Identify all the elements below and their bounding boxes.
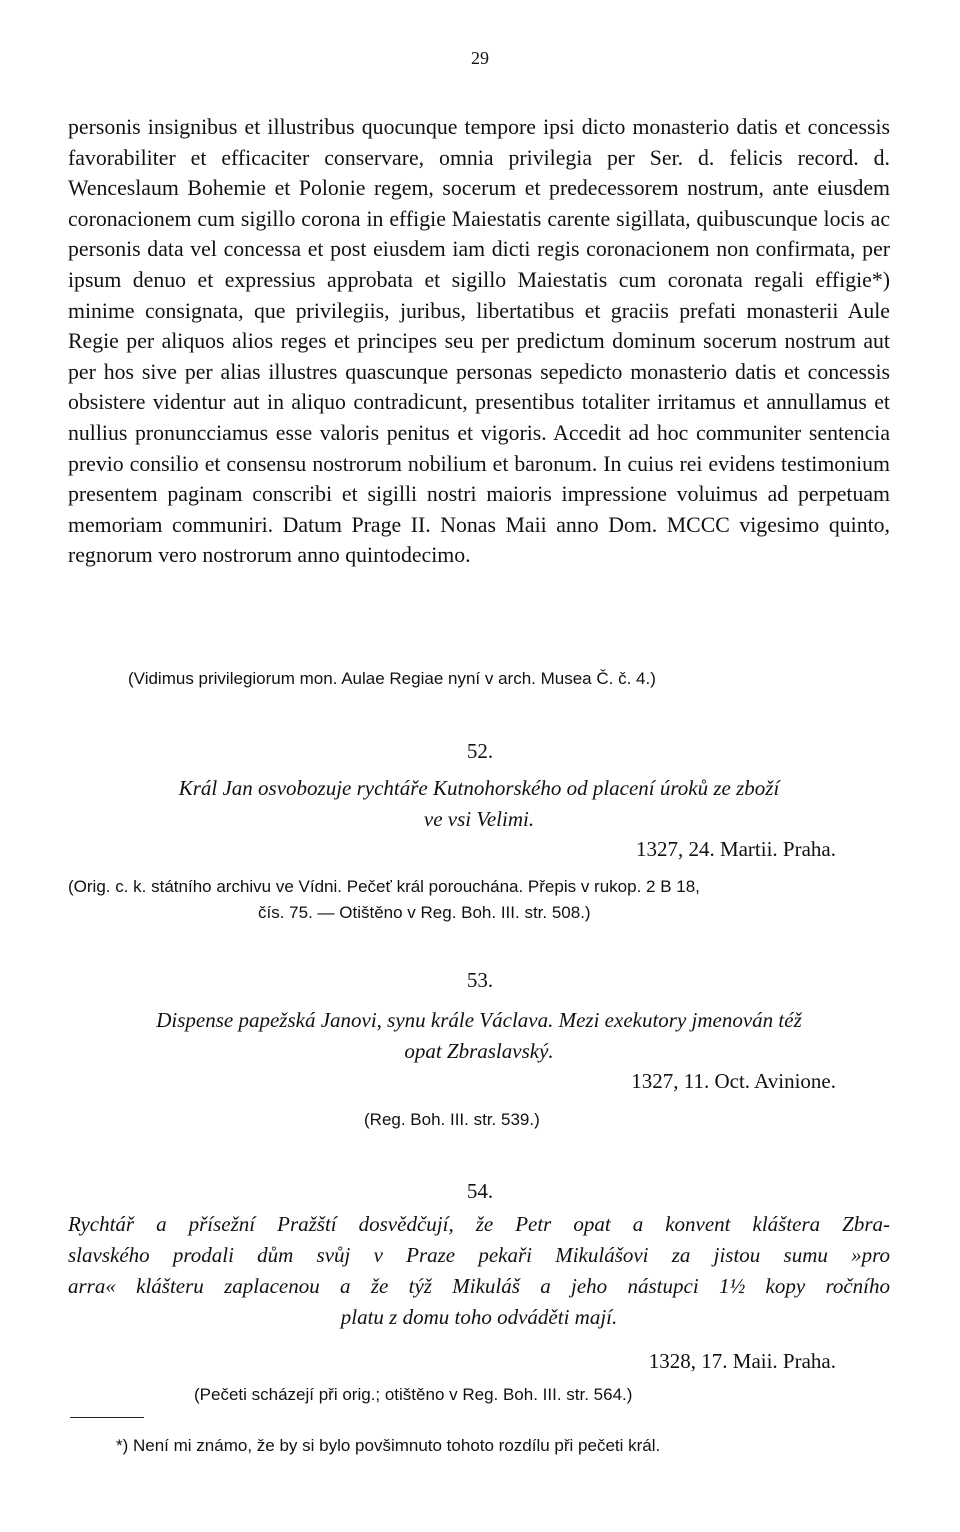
archival-note-line: čís. 75. — Otištěno v Reg. Boh. III. str. 508.) xyxy=(258,903,591,922)
document-54-dateline: 1328, 17. Maii. Praha. xyxy=(648,1349,836,1373)
archival-note-line: (Pečeti scházejí při orig.; otištěno v Reg. Boh. III. str. 564.) xyxy=(194,1385,633,1404)
document-54-regest xyxy=(68,1209,890,1333)
regest-line: ve vsi Velimi. xyxy=(423,807,535,831)
regest-line: platu z domu toho odváděti mají. xyxy=(340,1305,618,1329)
page-number: 29 xyxy=(471,48,489,68)
regest-line: opat Zbraslavský. xyxy=(404,1039,554,1063)
body-text xyxy=(68,112,890,571)
footnote: *) Není mi známo, že by si bylo povšimnuto tohoto rozdílu při pečeti král. xyxy=(116,1436,661,1455)
document-53-regest xyxy=(68,1005,890,1067)
source-note: (Vidimus privilegiorum mon. Aulae Regiae nyní v arch. Musea Č. č. 4.) xyxy=(128,669,656,688)
document-53-number: 53. xyxy=(466,968,494,992)
regest-line: arra« klášteru zaplacenou a že týž Mikuláš a jeho nástupci 1½ kopy ročního xyxy=(68,1274,890,1298)
archival-note-line: (Orig. c. k. státního archivu ve Vídni. Pečeť král porouchána. Přepis v rukop. 2 B 18, xyxy=(68,877,700,896)
document-52-dateline: 1327, 24. Martii. Praha. xyxy=(635,837,836,861)
regest-line: Rychtář a přísežní Pražští dosvědčují, že Petr opat a konvent kláštera Zbra- xyxy=(68,1212,890,1236)
archival-note-line: (Reg. Boh. III. str. 539.) xyxy=(364,1110,540,1129)
document-52-number: 52. xyxy=(466,739,494,763)
document-52-regest xyxy=(68,773,890,835)
document-54-number: 54. xyxy=(466,1179,494,1203)
document-54-archival-note xyxy=(194,1382,632,1408)
body-paragraph: personis insignibus et illustribus quocunque tempore ipsi dicto monasterio datis et concessis favorabiliter et efficaciter conservare, omnia privilegia per Ser. d. felicis record. d. Wenceslaum Bohemie et Polonie regem, socerum et predecessorem nostrum, ante eiusdem coronacionem cum sigillo corona in effigie Maiestatis carente sigillata, quibuscunque locis ac personis data vel concessa et post eiusdem iam dicti regis coronacionem non confirmata, per ipsum denuo et expressius approbata et sigillo Maiestatis cum coronata regali effigie*) minime consignata, que privilegiis, juribus, libertatibus et graciis prefati monasterii Aule Regie per aliquos alios reges et principes seu per predictum dominum socerum nostrum aut per hos sive per alias illustres quascunque personas sepedicto monasterio datis et concessis obsistere videntur aut in aliquo contradicunt, presentibus totaliter irritamus et annullamus et nullius pronuncciamus esse valoris penitus et vigoris. Accedit ad hoc communiter sentencia previo consilio et consensu nostrorum nobilium et baronum. In cuius rei evidens testimonium presentem paginam conscribi et sigilli nostri maioris impressione voluimus ad perpetuam memoriam communiri. Datum Prage II. Nonas Maii anno Dom. MCCC vigesimo quinto, regnorum vero nostrorum anno quintodecimo. xyxy=(68,115,890,568)
document-52-archival-note xyxy=(68,874,700,926)
regest-line: Král Jan osvobozuje rychtáře Kutnohorského od placení úroků ze zboží xyxy=(178,776,780,800)
document-53-archival-note xyxy=(364,1107,540,1133)
document-53-dateline: 1327, 11. Oct. Avinione. xyxy=(631,1069,836,1093)
regest-line: Dispense papežská Janovi, synu krále Václava. Mezi exekutory jmenován též xyxy=(156,1008,802,1032)
footnote-rule xyxy=(70,1417,144,1418)
regest-line: slavského prodali dům svůj v Praze pekaři Mikulášovi za jistou sumu »pro xyxy=(68,1243,890,1267)
